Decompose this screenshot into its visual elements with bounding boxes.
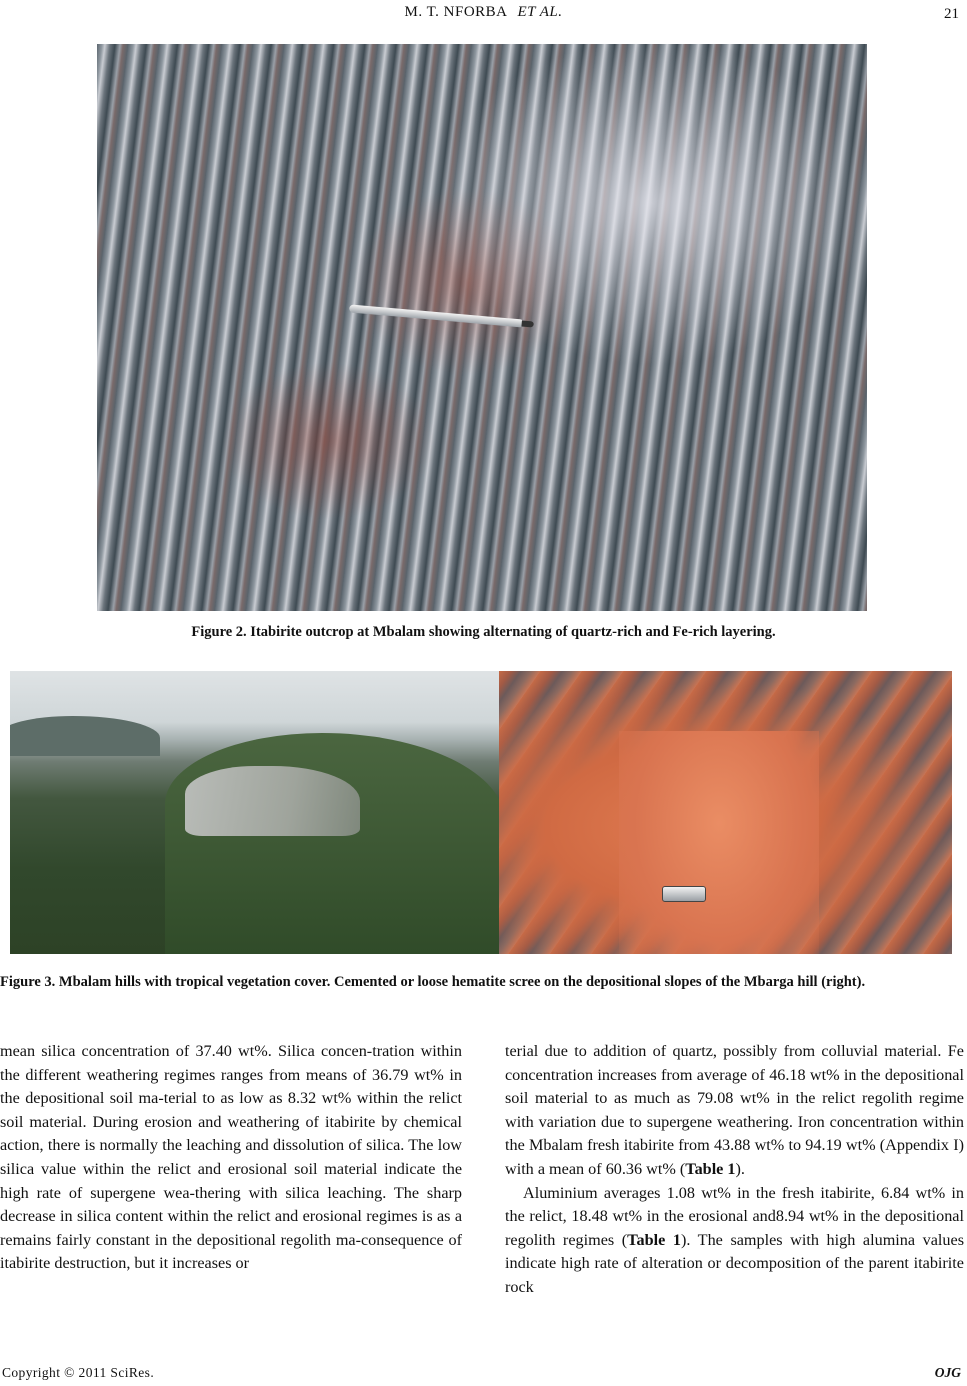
figure-2-caption: Figure 2. Itabirite outcrop at Mbalam showing alternating of quartz-rich and Fe-rich layering. [191,624,776,640]
left-column [0,1040,462,1276]
copyright-notice: Copyright © 2011 SciRes. [2,1365,155,1380]
figure-2-photo [97,44,867,611]
journal-abbreviation: OJG [934,1365,961,1380]
right-paragraph-1-end: ). [735,1159,745,1178]
rock-cliff [185,766,360,836]
page-number: 21 [944,6,959,22]
header-etal: ET AL. [517,4,563,20]
header-authors: M. T. NFORBA [404,4,508,20]
right-column [505,1040,964,1300]
right-paragraph-1-text: terial due to addition of quartz, possibly from colluvial material. Fe concentration increases from average of 46.18 wt% in the depositional soil material to as much as 79.08 wt% in the relict regolith regime with variation due to supergene weathering. Iron concentration within the Mbalam fresh itabirite from 43.88 wt% to 94.19 wt% (Appendix I) with a mean of 60.36 wt% ( [505,1042,964,1178]
figure-3-left-photo [10,671,499,954]
right-paragraph-2-end: ). The samples with high alumina values indicate high rate of alteration or decomposition of the parent itabirite rock [505,1230,965,1296]
table-1-link[interactable]: Table 1 [685,1159,736,1178]
pen-scale-object [349,304,524,327]
figure-3-right-photo [499,671,952,954]
table-1-link[interactable]: Table 1 [627,1230,681,1249]
running-header [0,4,967,26]
right-paragraph-2 [505,1182,964,1300]
right-paragraph-1 [505,1040,964,1182]
figure-3-caption: Figure 3. Mbalam hills with tropical vegetation cover. Cemented or loose hematite scree on the depositional slopes of the Mbarga hill (right). [0,974,866,990]
gps-device [662,886,706,902]
left-paragraph: mean silica concentration of 37.40 wt%. Silica concen-tration within the different weathering regimes ranges from means of 36.79 wt% in the depositional soil ma-terial to as low as 8.32 wt% within the relict soil material. During erosion and weathering of itabirite by chemical action, there is normally the leaching and dissolution of silica. The low silica value within the relict and erosional soil material indicate the high rate of supergene wea-thering with silica leaching. The sharp decrease in silica content within the relict and erosional regimes is as a remains fairly constant in the depositional regolith ma-consequence of itabirite destruction, but it increases or [0,1042,462,1273]
right-paragraph-2-text: Aluminium averages 1.08 wt% in the fresh itabirite, 6.84 wt% in the relict, 18.48 wt% in the erosional and8.94 wt% in the depositional regolith regimes ( [505,1183,964,1249]
hematite-scree [619,731,819,954]
forested-hill [165,733,499,954]
distant-ridge [10,716,160,756]
